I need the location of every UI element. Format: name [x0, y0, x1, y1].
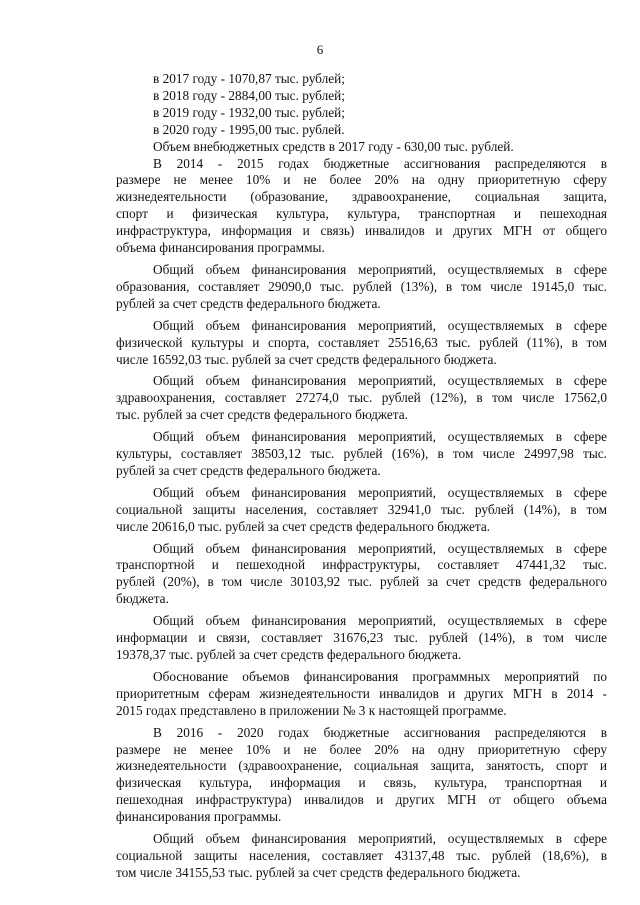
paragraph-line: образования, составляет 29090,0 тыс. рублей (13%), в том числе 19145,0 тыс.: [116, 278, 607, 294]
budget-year-line: в 2020 году - 1995,00 тыс. рублей.: [153, 121, 345, 137]
paragraph-line: Обоснование объемов финансирования программных мероприятий по: [153, 668, 607, 684]
paragraph-line: тыс. рублей за счет средств федерального бюджета.: [116, 407, 408, 423]
paragraph-line: числе 20616,0 тыс. рублей за счет средств федерального бюджета.: [116, 518, 491, 534]
paragraph: [116, 541, 607, 609]
paragraph-line: информации и связи, составляет 31676,23 тыс. рублей (14%), в том числе: [116, 630, 607, 646]
paragraph-line: размере не менее 10% и не более 20% на одну приоритетную сферу: [116, 172, 607, 188]
paragraph-line: Общий объем финансирования мероприятий, осуществляемых в сфере: [153, 429, 607, 445]
paragraph-line: физической культуры и спорта, составляет 25516,63 тыс. рублей (11%), в том: [116, 334, 607, 350]
paragraph-line: размере не менее 10% и не более 20% на одну приоритетную сферу: [116, 741, 607, 757]
paragraph-line: Общий объем финансирования мероприятий, осуществляемых в сфере: [153, 831, 607, 847]
paragraph-line: Общий объем финансирования мероприятий, осуществляемых в сфере: [153, 373, 607, 389]
paragraph: [116, 669, 607, 720]
paragraph-line: Общий объем финансирования мероприятий, осуществляемых в сфере: [153, 540, 607, 556]
paragraph-line: объема финансирования программы.: [116, 240, 325, 256]
paragraph-line: рублей за счет средств федерального бюджета.: [116, 295, 381, 311]
paragraph-line: жизнедеятельности (здравоохранение, социальная защита, занятость, спорт и: [116, 758, 607, 774]
paragraph-line: физическая культура, информация и связь, культура, транспортная и: [116, 775, 607, 791]
paragraph-line: социальной защиты населения, составляет 43137,48 тыс. рублей (18,6%), в: [116, 847, 607, 863]
paragraph-line: бюджета.: [116, 591, 169, 607]
paragraph: [116, 156, 607, 257]
paragraph-line: спорт и физическая культура, культура, транспортная и пешеходная: [116, 206, 607, 222]
paragraph-line: приоритетным сферам жизнедеятельности инвалидов и других МГН в 2014 -: [116, 685, 607, 701]
paragraph-line: Общий объем финансирования мероприятий, осуществляемых в сфере: [153, 261, 607, 277]
paragraph: [116, 485, 607, 536]
paragraph: [116, 725, 607, 826]
paragraph-line: Общий объем финансирования мероприятий, осуществляемых в сфере: [153, 484, 607, 500]
paragraph-line: рублей за счет средств федерального бюджета.: [116, 462, 381, 478]
paragraph-line: том числе 34155,53 тыс. рублей за счет средств федерального бюджета.: [116, 864, 521, 880]
paragraph-line: пешеходная инфраструктура) инвалидов и других МГН от общего объема: [116, 792, 607, 808]
paragraph-line: инфраструктура, информация и связь) инвалидов и других МГН от общего: [116, 223, 607, 239]
paragraph-line: В 2016 - 2020 годах бюджетные ассигнования распределяются в: [153, 724, 607, 740]
paragraph: [116, 262, 607, 313]
paragraph-line: финансирования программы.: [116, 809, 282, 825]
paragraph-line: числе 16592,03 тыс. рублей за счет средств федерального бюджета.: [116, 351, 497, 367]
budget-year-line: в 2019 году - 1932,00 тыс. рублей;: [153, 104, 345, 120]
paragraph-line: здравоохранения, составляет 27274,0 тыс. рублей (12%), в том числе 17562,0: [116, 390, 607, 406]
paragraph-line: рублей (20%), в том числе 30103,92 тыс. рублей за счет средств федерального: [116, 574, 607, 590]
paragraph-line: Общий объем финансирования мероприятий, осуществляемых в сфере: [153, 613, 607, 629]
paragraph-line: В 2014 - 2015 годах бюджетные ассигнования распределяются в: [153, 155, 607, 171]
paragraph-line: 19378,37 тыс. рублей за счет средств федерального бюджета.: [116, 647, 462, 662]
page-number: 6: [316, 42, 324, 57]
paragraph-line: социальной защиты населения, составляет 32941,0 тыс. рублей (14%), в том: [116, 501, 607, 517]
paragraph-line: Общий объем финансирования мероприятий, осуществляемых в сфере: [153, 317, 607, 333]
paragraph: [116, 831, 607, 882]
extrabudget-line: Объем внебюджетных средств в 2017 году - 630,00 тыс. рублей.: [153, 138, 514, 154]
budget-years-list: [116, 71, 607, 156]
paragraph-line: 2015 годах представлено в приложении № 3 к настоящей программе.: [116, 702, 507, 718]
document-body: [116, 71, 607, 887]
paragraph: [116, 373, 607, 424]
paragraph: [116, 429, 607, 480]
paragraph: [116, 318, 607, 369]
paragraphs-container: [116, 156, 607, 882]
budget-year-line: в 2017 году - 1070,87 тыс. рублей;: [153, 71, 345, 86]
paragraph-line: транспортной и пешеходной инфраструктуры, составляет 47441,32 тыс.: [116, 557, 607, 573]
paragraph: [116, 613, 607, 664]
paragraph-line: культуры, составляет 38503,12 тыс. рублей (16%), в том числе 24997,98 тыс.: [116, 446, 607, 462]
paragraph-line: жизнедеятельности (образование, здравоохранение, социальная защита,: [116, 189, 607, 205]
budget-year-line: в 2018 году - 2884,00 тыс. рублей;: [153, 87, 345, 103]
